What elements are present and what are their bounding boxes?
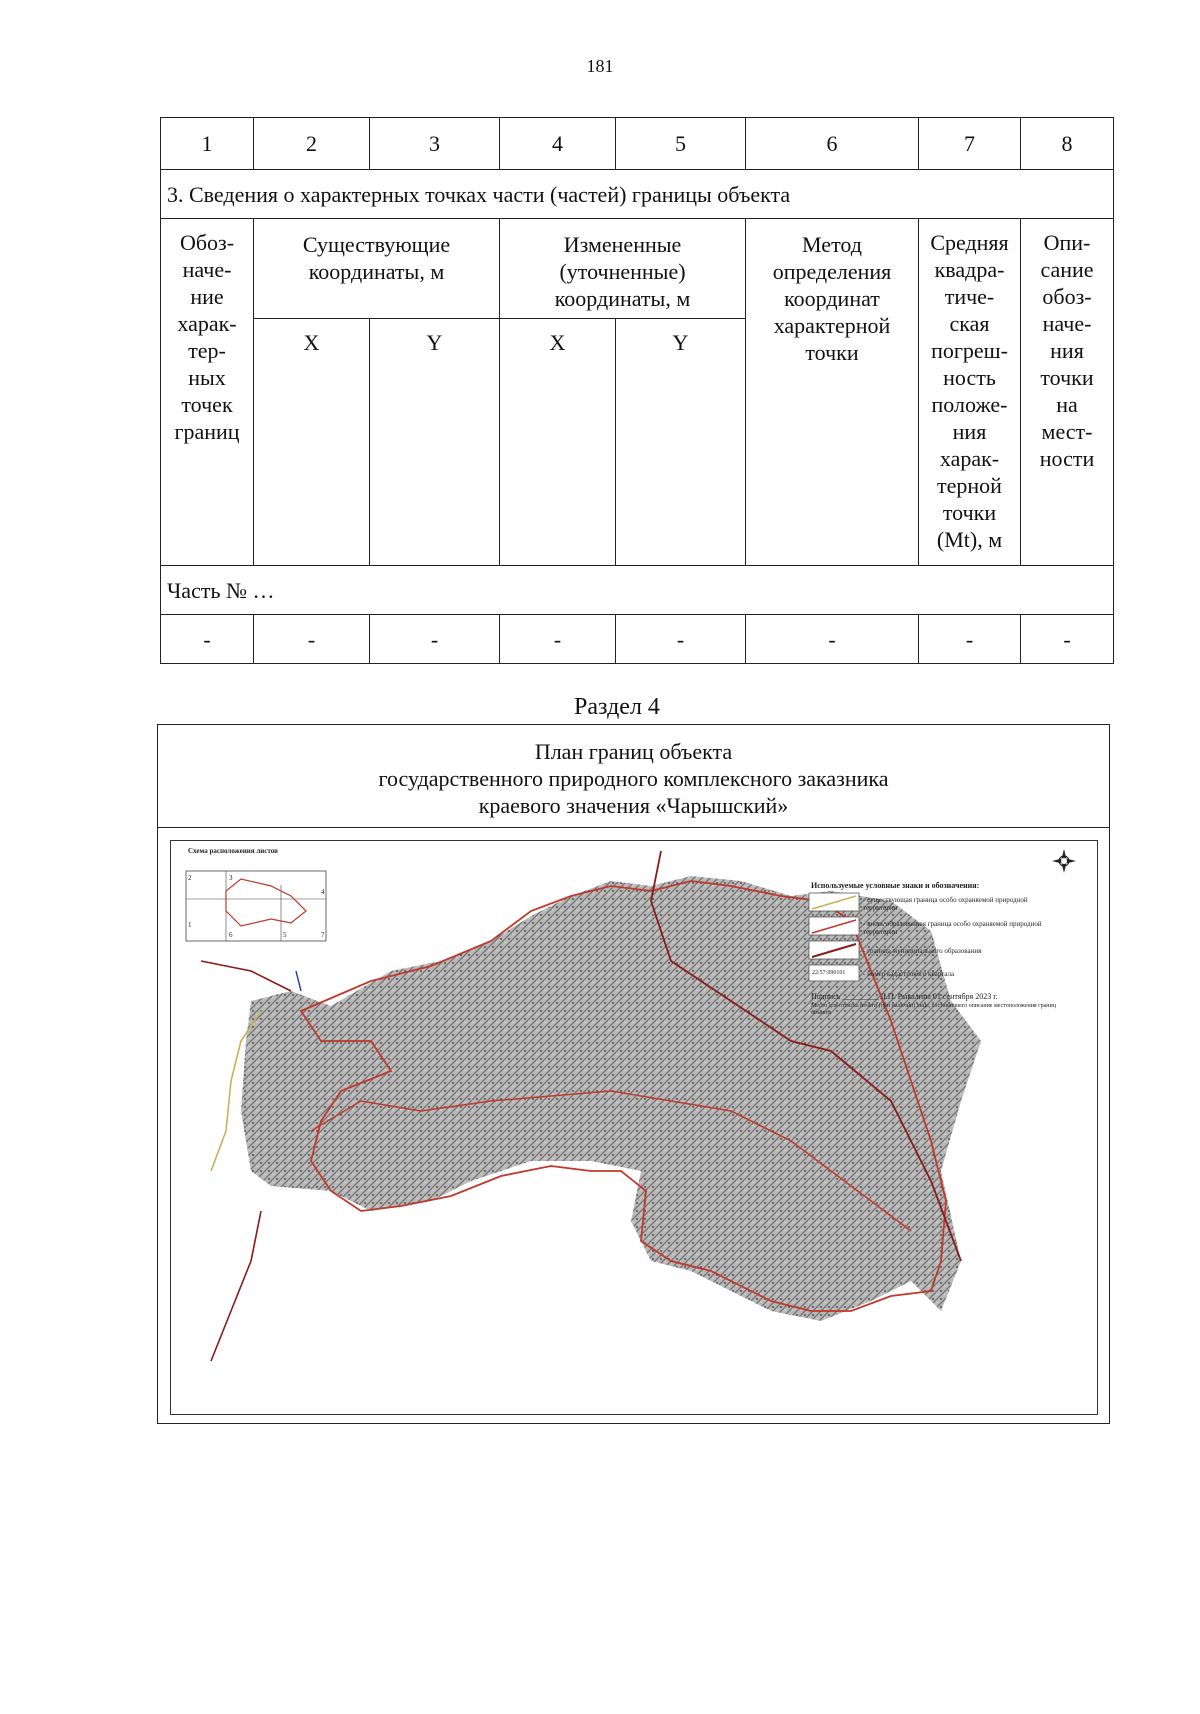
header-x-existing: X (254, 319, 370, 566)
col-number: 2 (254, 118, 370, 170)
header-point-designation: Обоз- наче- ние харак- тер- ных точек границ (161, 219, 254, 566)
legend-item-text: - номер кадастрового квартала (863, 970, 955, 978)
cadastral-sample: 22:57:090101 (812, 970, 846, 976)
legend-title: Используемые условные знаки и обозначения: (811, 881, 980, 890)
legend-item-text: - граница муниципального образования (863, 947, 982, 955)
table-cell: - (161, 615, 254, 664)
signature-note: Место для оттиска печати (при наличии) лица, составившего описание местоположения границ объекта (811, 1003, 1056, 1016)
signature-line: Подпись _________ Л.П. Рыкалина 01 сентября 2023 г. (811, 992, 998, 1001)
sheet-number: 7 (321, 931, 325, 939)
header-y-changed: Y (616, 319, 746, 566)
header-description: Опи- сание обоз- наче- ния точки на мест- ности (1021, 219, 1114, 566)
header-x-changed: X (500, 319, 616, 566)
col-number: 1 (161, 118, 254, 170)
col-number: 6 (746, 118, 919, 170)
municipal-boundary-line (201, 961, 291, 991)
col-number: 4 (500, 118, 616, 170)
boundary-points-table (160, 117, 1114, 664)
sheet-number: 5 (283, 931, 287, 939)
table-cell: - (254, 615, 370, 664)
part-label: Часть № … (161, 566, 1114, 615)
table-cell: - (616, 615, 746, 664)
section-heading: 3. Сведения о характерных точках части (частей) границы объекта (161, 170, 1114, 219)
sheet-scheme-label: Схема расположения листов (188, 847, 278, 855)
header-y-existing: Y (370, 319, 500, 566)
legend-item-text: - существующая граница особо охраняемой природной территории (863, 896, 1028, 912)
section-title: Раздел 4 (574, 694, 660, 720)
col-number: 8 (1021, 118, 1114, 170)
col-number: 5 (616, 118, 746, 170)
table-cell: - (1021, 615, 1114, 664)
table-cell: - (500, 615, 616, 664)
plan-frame (157, 724, 1110, 1424)
header-changed-coordinates: Измененные (уточненные) координаты, м (500, 219, 746, 319)
terrain-area (241, 876, 981, 1321)
col-number: 3 (370, 118, 500, 170)
table-row (161, 615, 1114, 664)
municipal-boundary-line (211, 1211, 261, 1361)
sheet-number: 3 (229, 874, 233, 882)
header-method: Метод определения координат характерной точки (746, 219, 919, 566)
boundary-map (170, 840, 1098, 1415)
table-cell: - (370, 615, 500, 664)
river-line (296, 971, 301, 991)
header-existing-coordinates: Существующие координаты, м (254, 219, 500, 319)
page-number: 181 (586, 56, 614, 76)
compass-rose-icon (1052, 849, 1076, 873)
table-cell: - (746, 615, 919, 664)
sheet-number: 2 (188, 874, 192, 882)
col-number: 7 (919, 118, 1021, 170)
plan-title: План границ объекта государственного природного комплексного заказника краевого значения «Чарышский» (158, 725, 1109, 828)
legend-item-text: - вновь образованная граница особо охраняемой природной территории (863, 920, 1042, 936)
table-cell: - (919, 615, 1021, 664)
header-mean-error: Средняя квадра- тиче- ская погреш- ность положе- ния харак- терной точки (Mt), м (919, 219, 1021, 566)
sheet-number: 4 (321, 888, 325, 896)
sheet-number: 1 (188, 921, 192, 929)
column-number-row (161, 118, 1114, 170)
sheet-scheme-frame (186, 871, 326, 941)
sheet-number: 6 (229, 931, 233, 939)
